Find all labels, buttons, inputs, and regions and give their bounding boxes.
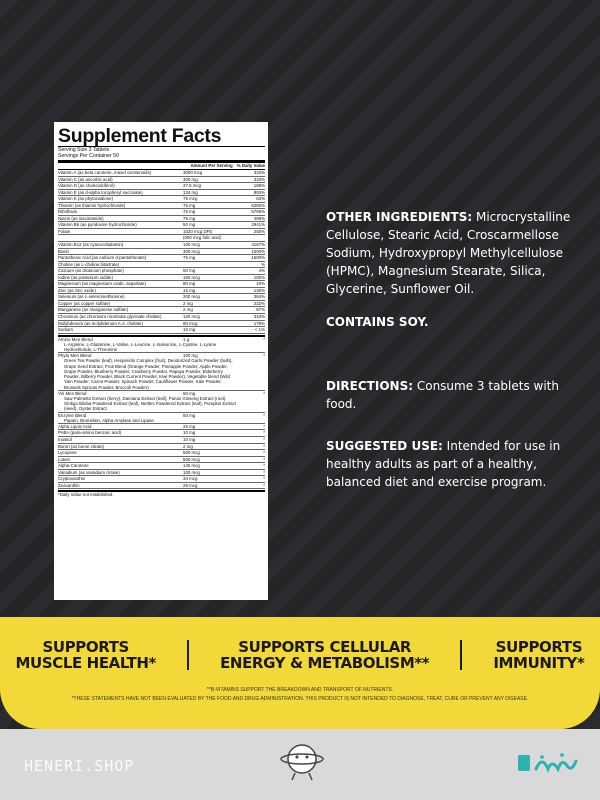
other-ingredients-label: OTHER INGREDIENTS: xyxy=(326,210,473,224)
nutrient-dv: * xyxy=(263,476,265,482)
nutrient-amount: 500 mcg xyxy=(183,456,200,462)
nutrient-dv: * xyxy=(263,443,265,449)
planet-mascot-icon xyxy=(280,733,324,786)
blend-dv: * xyxy=(263,412,265,418)
nutrient-amount: 75 mg xyxy=(183,215,196,221)
nutrient-amount: 15 mg xyxy=(183,287,196,293)
serving-size: Serving Size 3 Tablets xyxy=(58,147,110,153)
blend-ingredients: L-Arginine, L-Glutamine, L-Valine, L-Leucine, L-Isoleucine, L-Cystine, L-Lysine Hydrochloride, L-Threonine xyxy=(64,341,217,353)
nutrient-name: Pantothenic Acid (as calcium d-pantothenate) xyxy=(58,255,147,261)
nutrient-dv: 333% xyxy=(253,170,265,175)
nutrient-name: Alpha-Carotene xyxy=(58,463,89,469)
other-ingredients-list xyxy=(58,424,265,489)
other-ingredients-text: Microcrystalline Cellulose, Stearic Acid, Croscarmellose Sodium, Hydroxypropyl Methylcellulose (HPMC), Magnesium Stearate, Silica, Glycerine, Sunflower Oil. xyxy=(326,210,571,296)
nutrient-dv: 1500% xyxy=(251,255,265,261)
nutrient-amount: 100 mcg xyxy=(183,469,200,475)
nutrient-dv: 4167% xyxy=(251,242,265,248)
nutrient-name: Boron (as boron citrate) xyxy=(58,443,105,449)
nutrient-dv: 343% xyxy=(253,314,265,320)
nutrient-name: Alpha Lipoic Acid xyxy=(58,423,92,429)
blend-header xyxy=(58,413,265,418)
nutrient-amount: 200 mcg xyxy=(183,294,200,300)
directions xyxy=(326,377,576,413)
facts-column-header xyxy=(58,163,265,170)
nutrient-dv: 222% xyxy=(253,300,265,306)
contains-statement: CONTAINS SOY. xyxy=(326,315,429,329)
nutrient-name: Vitamin B12 (as cyanocobalamin) xyxy=(58,242,124,248)
nutrient-amount: 50 mg xyxy=(183,222,196,228)
nutrient-dv: * xyxy=(263,430,265,436)
nutrient-amount: 140 mcg xyxy=(183,463,200,469)
nutrient-dv: % xyxy=(261,261,265,267)
nutrient-name xyxy=(58,235,183,241)
product-info xyxy=(326,208,576,506)
nutrient-name: Biotin xyxy=(58,248,69,254)
nutrient-name: Cryptoxanthin xyxy=(58,476,86,482)
nutrient-name: Zinc (as zinc oxide) xyxy=(58,287,96,293)
blend-block xyxy=(58,353,265,390)
nutrient-dv: * xyxy=(263,456,265,462)
nutrient-dv: * xyxy=(263,437,265,443)
nutrient-dv xyxy=(239,235,265,241)
nutrient-amount: 75 mg xyxy=(183,209,196,215)
nutrient-name: Vitamin B6 (as pyridoxine hydrochloride) xyxy=(58,222,137,228)
nutrient-name: Vitamin K (as phytonadione) xyxy=(58,196,114,202)
blend-block xyxy=(58,413,265,424)
nutrient-amount: 80 mg xyxy=(183,281,196,287)
nutrient-name: PABA (para-amino benzoic acid) xyxy=(58,430,122,436)
nutrient-dv: * xyxy=(263,469,265,475)
facts-footnote: *Daily Value not established. xyxy=(58,490,265,498)
suggested-use-label: SUGGESTED USE: xyxy=(326,439,443,453)
nutrient-amount: 2 mg xyxy=(183,307,193,313)
nutrient-amount: 10 mg xyxy=(183,430,196,436)
claim-separator xyxy=(187,640,189,670)
blend-block xyxy=(58,391,265,413)
nutrient-name: Vanadium (as vanadium citrate) xyxy=(58,469,120,475)
dv-header: % Daily Value xyxy=(236,163,265,168)
nutrient-amount: 34 mcg xyxy=(183,476,198,482)
nutrient-dv: * xyxy=(263,423,265,429)
blend-ingredients: Papain, Bromelain, Alpha Amylase and Lipase xyxy=(64,417,154,423)
claim-muscle-health xyxy=(16,639,156,671)
nutrient-name: Zeaxanthin xyxy=(58,482,80,488)
other-ingredients xyxy=(326,208,576,298)
facts-row xyxy=(58,483,265,490)
nutrient-dv: 4% xyxy=(258,268,265,274)
nutrient-name: Chromium (as chromium nicotinate glycinate chelate) xyxy=(58,314,162,320)
nutrient-dv: 5769% xyxy=(251,209,265,215)
nutrient-amount: 150 mcg xyxy=(183,274,200,280)
blend-ingredients: Green Tea Powder (leaf), Hesperidin Complex (fruit), Deodorized Garlic Powder (bulb), Grape Seed Extract, Fruit Blend (Orange Powder, Pineapple Powder, Apple Powder, Grape Powder, Blueberry Powder, Cranberry Powder, Papaya Powder, Elderberry Powder, Bilberry Powder, Black Current Powder, Kiwi Powder), Vegetable blend (Wild Yam Powder, Carrot Powder, Spinach Powder, Cauliflower Powder, Kale Powder, Brussels Sprouts Powder, Broccoli Powder) xyxy=(64,358,233,390)
nutrient-name: Riboflavin xyxy=(58,209,78,215)
nutrient-name: Manganese (as manganese sulfate) xyxy=(58,307,129,313)
claim-line: SUPPORTS xyxy=(42,638,129,656)
nutrient-dv: 6250% xyxy=(251,202,265,208)
nutrient-dv: * xyxy=(263,482,265,488)
servings-per-container: Servings Per Container 50 xyxy=(58,153,119,159)
facts-row xyxy=(58,327,265,334)
nutrient-amount: (600 mcg folic acid) xyxy=(183,235,222,241)
nutrient-dv: 469% xyxy=(253,215,265,221)
supplement-facts-title: Supplement Facts xyxy=(58,126,265,147)
blend-block xyxy=(58,337,265,354)
nutrient-name: Folate xyxy=(58,228,71,234)
blend-ingredients: Saw Palmetto Extract (berry), Damiana Extract (leaf), Panax Ginseng Extract (root), Ginkgo Biloba Powdered Extract (leaf), Nettles Powdered Extract (leaf), Pumpkin Extract (seed), Oyster Extract xyxy=(64,395,237,412)
claim-line: IMMUNITY* xyxy=(493,654,585,672)
nutrient-name: Sodium xyxy=(58,327,73,333)
blend-dv: * xyxy=(263,353,265,359)
blend-amount: 50 mg xyxy=(183,390,196,396)
claim-line: SUPPORTS xyxy=(495,638,583,656)
nutrient-dv: 87% xyxy=(256,307,265,313)
claim-line: ENERGY & METABOLISM** xyxy=(220,654,430,672)
nutrient-dv: 893% xyxy=(253,189,265,195)
nutrient-name: Niacin (as niacinamide) xyxy=(58,215,104,221)
nutrient-dv: 178% xyxy=(253,320,265,326)
nutrient-amount xyxy=(183,262,239,268)
blend-amount: 100 mg xyxy=(183,353,198,359)
suggested-use-text: Intended for use in healthy adults as part of a healthy, balanced diet and exercise program. xyxy=(326,439,561,489)
nutrient-name: Lycopene xyxy=(58,450,77,456)
nutrient-dv: 136% xyxy=(253,287,265,293)
supplement-facts-panel xyxy=(54,122,268,600)
nutrient-amount: 80 mcg xyxy=(183,320,198,326)
directions-label: DIRECTIONS: xyxy=(326,379,414,393)
nutrient-amount: 100 mcg xyxy=(183,242,200,248)
nutrient-amount: 1020 mcg DFE xyxy=(183,228,213,234)
claims-row xyxy=(0,639,600,671)
nutrient-amount: 2 mg xyxy=(183,443,193,449)
claim-line: SUPPORTS CELLULAR xyxy=(238,638,412,656)
nutrient-dv: 364% xyxy=(253,294,265,300)
nutrient-list xyxy=(58,170,265,334)
nutrient-dv: 1000% xyxy=(251,248,265,254)
nutrient-dv: 333% xyxy=(253,176,265,182)
nutrient-name: Choline (as L-choline bitartrate) xyxy=(58,261,120,267)
nutrient-dv: 255% xyxy=(253,228,265,234)
blend-name: Viri Men Blend xyxy=(58,390,87,396)
nutrient-amount: 2 mg xyxy=(183,300,193,306)
fda-disclaimer: *THESE STATEMENTS HAVE NOT BEEN EVALUATED BY THE FOOD AND DRUG ADMINISTRATION. THIS PRODUCT IS NOT INTENDED TO DIAGNOSE, TREAT, CURE OR PREVENT ANY DISEASE. xyxy=(71,696,529,702)
nutrient-amount: 50 mg xyxy=(183,268,196,274)
claim-line: MUSCLE HEALTH* xyxy=(15,654,156,672)
nutrient-name: Vitamin A (as beta carotene, mixed carotenoids) xyxy=(58,170,152,175)
nutrient-amount: 120 mcg xyxy=(183,314,200,320)
nutrient-dv: * xyxy=(263,463,265,469)
claim-energy-metabolism xyxy=(220,639,429,671)
nutrient-name: Iodine (as potassium iodide) xyxy=(58,274,113,280)
nutrient-name: Molybdenum (as molybdenum A.A. chelate) xyxy=(58,320,143,326)
nutrient-amount: 10 mg xyxy=(183,437,196,443)
nutrient-amount: 300 mg xyxy=(183,176,198,182)
brand-logo-icon xyxy=(518,751,580,782)
blend-amount: 1 g xyxy=(183,336,190,342)
nutrient-name: Copper (as copper sulfate) xyxy=(58,300,110,306)
nutrient-dv: * xyxy=(263,450,265,456)
nutrient-amount: 28 mcg xyxy=(183,482,198,488)
nutrient-dv: 2941% xyxy=(251,222,265,228)
blend-amount: 50 mg xyxy=(183,412,196,418)
blend-list xyxy=(58,337,265,424)
nutrient-amount: 500 mcg xyxy=(183,450,200,456)
nutrient-name: Vitamin E (as d-alpha tocopheryl succinate) xyxy=(58,189,143,195)
nutrient-name: Magnesium (as magnesium oxide, aspartate) xyxy=(58,281,146,287)
nutrient-name: Thiamin (as thiamin hydrochloride) xyxy=(58,202,126,208)
blend-name: Phyto Men Blend xyxy=(58,353,92,359)
nutrient-amount: 3000 mcg xyxy=(183,170,203,175)
blend-dv: * xyxy=(263,390,265,396)
nutrient-name: Vitamin C (as ascorbic acid) xyxy=(58,176,113,182)
nutrient-dv: 19% xyxy=(256,281,265,287)
nutrient-dv: 63% xyxy=(256,196,265,202)
nutrient-amount: 134 mg xyxy=(183,189,198,195)
nutrient-amount: 300 mcg xyxy=(183,248,200,254)
nutrient-name: Vitamin D (as cholecalciferol) xyxy=(58,183,115,189)
claim-immunity xyxy=(493,639,584,671)
nutrient-dv: 100% xyxy=(253,274,265,280)
suggested-use xyxy=(326,437,576,491)
nutrient-dv: < 1% xyxy=(254,327,265,333)
blend-name: Amino Men Blend xyxy=(58,336,93,342)
nutrient-amount: 10 mg xyxy=(183,327,196,333)
amount-header: Amount Per Serving xyxy=(190,163,233,168)
footer-band xyxy=(0,729,600,800)
nutrient-amount: 75 mcg xyxy=(183,196,198,202)
nutrient-name: Selenium (as L-selenomethionine) xyxy=(58,294,125,300)
nutrient-dv: 188% xyxy=(253,183,265,189)
nutrient-name: Lutein xyxy=(58,456,70,462)
blend-name: Enzyme Blend xyxy=(58,412,87,418)
directions-text: Consume 3 tablets with food. xyxy=(326,379,559,411)
nutrient-amount: 25 mg xyxy=(183,423,196,429)
site-watermark: HENERI.SHOP xyxy=(24,757,135,775)
nutrient-amount: 37.5 mcg xyxy=(183,183,202,189)
nutrient-amount: 75 mg xyxy=(183,255,196,261)
nutrient-amount: 75 mg xyxy=(183,202,196,208)
claims-band xyxy=(0,617,600,729)
claim-separator xyxy=(460,640,462,670)
nutrient-name: Calcium (as dicalcium phosphate) xyxy=(58,268,124,274)
blend-dv: * xyxy=(263,336,265,342)
nutrient-name: Inositol xyxy=(58,437,72,443)
b-vitamins-note: **B-VITAMINS SUPPORT THE BREAKDOWN AND TRANSPORT OF NUTRIENTS. xyxy=(206,687,394,693)
